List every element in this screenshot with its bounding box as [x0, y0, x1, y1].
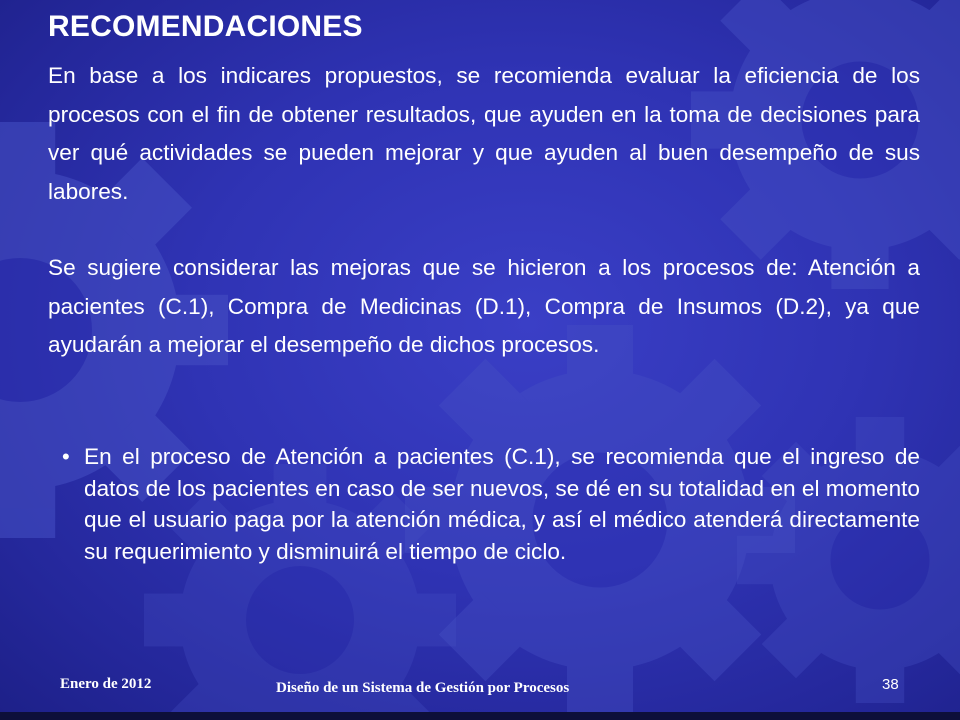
page-number: 38 — [882, 676, 899, 693]
footer-date: Enero de 2012 — [60, 676, 152, 692]
recommendation-paragraph-1: En base a los indicares propuestos, se recomienda evaluar la eficiencia de los procesos con el fin de obtener resultados, que ayuden en la toma de decisiones para ver qué actividades se pueden mejorar y que ayuden al buen desempeño de sus labores. — [48, 63, 920, 204]
recommendation-paragraph-2: Se sugiere considerar las mejoras que se hicieron a los procesos de: Atención a pacientes (C.1), Compra de Medicinas (D.1), Compra de Insumos (D.2), ya que ayudarán a mejorar el desempeño de dichos procesos. — [48, 255, 920, 357]
footer-title: Diseño de un Sistema de Gestión por Procesos — [276, 680, 570, 696]
bottom-bar — [0, 712, 960, 720]
bullet-text: En el proceso de Atención a pacientes (C.1), se recomienda que el ingreso de datos de los pacientes en caso de ser nuevos, se dé en su totalidad en el momento que el usuario paga por la atención médica, y así el médico atenderá directamente su requerimiento y disminuirá el tiempo de ciclo. — [84, 444, 920, 564]
slide-title: RECOMENDACIONES — [48, 10, 363, 43]
bullet-list-item — [48, 441, 920, 567]
bullet-icon: • — [62, 444, 70, 469]
